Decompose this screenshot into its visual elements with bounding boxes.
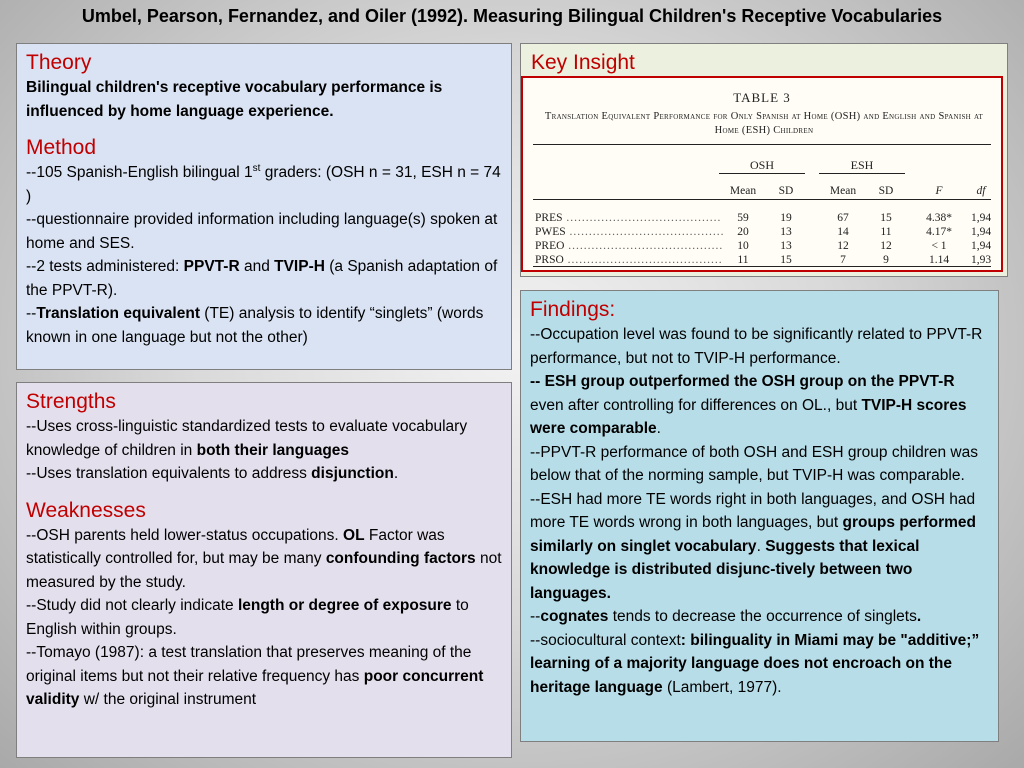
findings-heading: Findings:	[530, 298, 616, 321]
theory-text: Bilingual children's receptive vocabulary performance is influenced by home language experience.	[26, 79, 443, 120]
table-cell: 1,94	[970, 240, 992, 252]
strengths-weaknesses-panel	[16, 382, 512, 758]
finding-item-6: --sociocultural context: bilinguality in Miami may be "additive;” learning of a majority language does not encroach on the heritage language (Lambert, 1977).	[530, 631, 980, 696]
method-item-2: --questionnaire provided information including language(s) spoken at home and SES.	[26, 211, 498, 252]
table-row-label: PREO ........................................	[535, 240, 724, 252]
table-cell: 1,93	[970, 254, 992, 266]
table-cell: 9	[883, 254, 889, 266]
table-title: TABLE 3	[733, 90, 791, 105]
table-cell: 13	[780, 226, 792, 238]
strength-item-1: --Uses cross-linguistic standardized tests to evaluate vocabulary knowledge of children in both their languages	[26, 418, 468, 459]
results-table	[521, 76, 1003, 272]
weakness-item-3: --Tomayo (1987): a test translation that preserves meaning of the original items but not their relative frequency has poor concurrent validity w/ the original instrument	[26, 644, 484, 708]
finding-item-4: --ESH had more TE words right in both languages, and OSH had more TE words wrong in both languages, but groups performed similarly on singlet vocabulary. Suggests that lexical knowledge is distributed disjunc-tively between two languages.	[530, 490, 976, 602]
table-cell: 12	[837, 240, 849, 252]
table-cell: 4.38*	[926, 212, 952, 224]
table-row-label: PWES ........................................	[535, 226, 725, 238]
finding-item-5: --cognates tends to decrease the occurrence of singlets.	[530, 608, 922, 625]
strength-item-2: --Uses translation equivalents to address disjunction.	[26, 465, 399, 482]
method-heading: Method	[26, 136, 97, 159]
table-row-label: PRSO ........................................	[535, 254, 723, 266]
theory-method-panel	[16, 43, 512, 370]
table-cell: 1,94	[970, 212, 992, 224]
table-cell: 1.14	[928, 254, 950, 266]
finding-item-3: --PPVT-R performance of both OSH and ESH group children was below that of the norming sample, but TVIP-H was comparable.	[530, 443, 978, 484]
table-cell: 12	[880, 240, 892, 252]
table-cell: 67	[837, 212, 849, 224]
table-cell: 14	[837, 226, 849, 238]
table-cell: 20	[737, 226, 749, 238]
method-item-4: --Translation equivalent (TE) analysis to identify “singlets” (words known in one language but not the other)	[26, 305, 484, 346]
table-cell: 19	[780, 212, 792, 224]
group-osh: OSH	[749, 158, 774, 172]
table-caption: Translation Equivalent Performance for Only Spanish at Home (OSH) and English and Spanish at Home (ESH) Children	[544, 111, 984, 136]
method-item-1: --105 Spanish-English bilingual 1st graders: (OSH n = 31, ESH n = 74 )	[26, 162, 501, 205]
table-cell: 10	[737, 240, 749, 252]
table-cell: 11	[880, 226, 892, 238]
table-cell: 11	[737, 254, 749, 266]
table-header-cell: df	[976, 185, 986, 197]
table-cell: < 1	[931, 240, 947, 252]
theory-heading: Theory	[26, 51, 92, 74]
table-cell: 7	[840, 254, 846, 266]
method-item-3: --2 tests administered: PPVT-R and TVIP-H (a Spanish adaptation of the PPVT-R).	[26, 258, 498, 299]
table-cell: 13	[780, 240, 792, 252]
table-header-cell: Mean	[729, 185, 757, 197]
table-header-cell: Mean	[829, 185, 857, 197]
finding-item-2: -- ESH group outperformed the OSH group on the PPVT-R even after controlling for differences on OL., but TVIP-H scores were comparable.	[530, 373, 967, 437]
weakness-item-2: --Study did not clearly indicate length or degree of exposure to English within groups.	[26, 597, 469, 638]
table-cell: 15	[780, 254, 792, 266]
table-cell: 1,94	[970, 226, 992, 238]
key-insight-panel	[520, 43, 1008, 277]
table-cell: 15	[880, 212, 892, 224]
table-cell: 4.17*	[926, 226, 952, 238]
table-row-label: PRES ........................................	[535, 212, 722, 224]
slide-title: Umbel, Pearson, Fernandez, and Oiler (1992). Measuring Bilingual Children's Receptive Vocabularies	[81, 6, 943, 26]
weakness-item-1: --OSH parents held lower-status occupations. OL Factor was statistically controlled for, but may be many confounding factors not measured by the study.	[26, 526, 502, 591]
table-header-cell: SD	[778, 185, 794, 197]
key-insight-heading: Key Insight	[531, 51, 635, 74]
table-header-cell: F	[935, 185, 943, 197]
table-cell: 59	[737, 212, 749, 224]
strengths-heading: Strengths	[26, 390, 116, 413]
finding-item-1: --Occupation level was found to be significantly related to PPVT-R performance, but not to TVIP-H performance.	[530, 326, 983, 367]
group-esh: ESH	[850, 158, 874, 172]
table-header-cell: SD	[878, 185, 894, 197]
weaknesses-heading: Weaknesses	[26, 498, 146, 522]
findings-panel	[520, 290, 999, 742]
